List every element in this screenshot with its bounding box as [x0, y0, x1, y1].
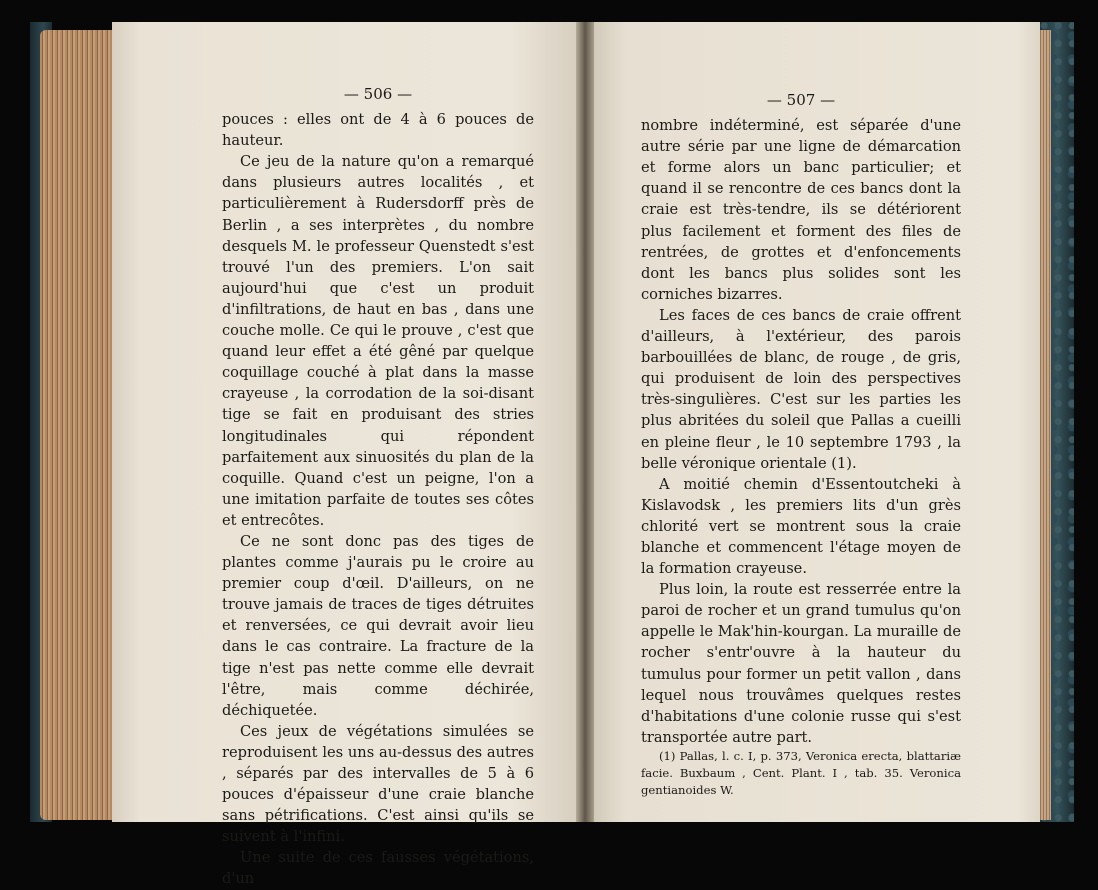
paragraph: nombre indéterminé, est séparée d'une autre série par une ligne de démarcation et forme alors un banc particulier; et quand il se rencontre de ces bancs dont la craie est très-tendre, ils se détériorent plus facilement et forment des files de rentrées, de grottes et d'enfoncements dont les bancs plus solides sont les corniches bizarres. — [641, 117, 961, 303]
right-page-text — [641, 90, 961, 799]
paragraph: A moitié chemin d'Essentoutcheki à Kislavodsk , les premiers lits d'un grès chlorité vert se montrent sous la craie blanche et commencent l'étage moyen de la formation crayeuse. — [641, 475, 961, 578]
page-edges-left — [40, 30, 118, 820]
paragraph: pouces : elles ont de 4 à 6 pouces de hauteur. — [222, 111, 534, 150]
paragraph: Ce ne sont donc pas des tiges de plantes comme j'aurais pu le croire au premier coup d'œil. D'ailleurs, on ne trouve jamais de traces de tiges détruites et renversées, ce qui devrait avoir lieu dans le cas contraire. La fracture de la tige n'est pas nette comme elle devrait l'être, mais comme déchirée, déchiquetée. — [222, 532, 534, 719]
left-page-text — [222, 84, 534, 890]
footnote: (1) Pallas, l. c. I, p. 373, Veronica erecta, blattariæ facie. Buxbaum , Cent. Plant. I , tab. 35. Veronica gentianoides W. — [641, 748, 961, 797]
paragraph: Une suite de ces fausses végétations, d'un — [222, 849, 534, 888]
paragraph: Ce jeu de la nature qu'on a remarqué dans plusieurs autres localités , et particulièrement à Rudersdorff près de Berlin , a ses interprètes , du nombre desquels M. le professeur Quenstedt s'est trouvé l'un des premiers. L'on sait aujourd'hui que c'est un produit d'infiltrations, de haut en bas , dans une couche molle. Ce qui le prouve , c'est que quand leur effet a été gêné par quelque coquillage couché à plat dans la masse crayeuse , la corrodation de la soi-disant tige se fait en produisant des stries longitudinales qui répondent parfaitement aux sinuosités du plan de la coquille. Quand c'est un peigne, l'on a une imitation parfaite de toutes ses côtes et entrecôtes. — [222, 153, 534, 529]
paragraph: Ces jeux de végétations simulées se reproduisent les uns au-dessus des autres , séparés par des intervalles de 5 à 6 pouces d'épaisseur d'une craie blanche sans pétrifications. C'est ainsi qu'ils se suivent à l'infini. — [222, 722, 534, 846]
paragraph: Les faces de ces bancs de craie offrent d'ailleurs, à l'extérieur, des parois barbouillées de blanc, de rouge , de gris, qui produisent de loin des perspectives très-singulières. C'est sur les parties les plus abritées du soleil que Pallas a cueilli en pleine fleur , le 10 septembre 1793 , la belle véronique orientale (1). — [641, 306, 961, 472]
page-number-right: — 507 — — [766, 91, 836, 109]
paragraph: Plus loin, la route est resserrée entre la paroi de rocher et un grand tumulus qu'on appelle le Mak'hin-kourgan. La muraille de rocher s'entr'ouvre à la hauteur du tumulus pour former un petit vallon , dans lequel nous trouvâmes quelques restes d'habitations d'une colonie russe qui s'est transportée autre part. — [641, 581, 961, 746]
page-number-left: — 506 — — [343, 85, 413, 103]
book-gutter — [576, 22, 594, 822]
